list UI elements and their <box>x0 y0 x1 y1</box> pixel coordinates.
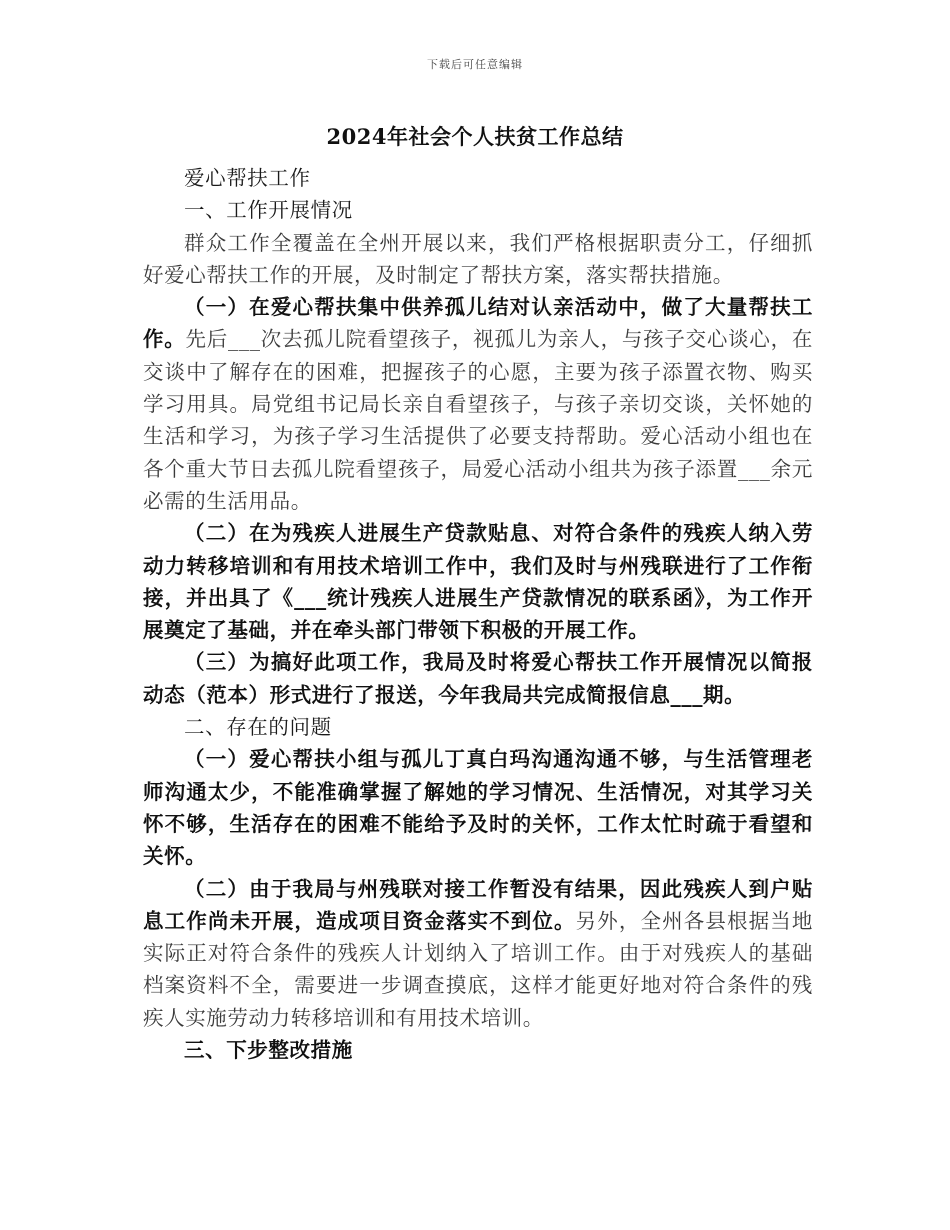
paragraph-problem-funding <box>143 873 813 1034</box>
paragraph-problem-communication: （一）爱心帮扶小组与孤儿丁真白玛沟通沟通不够，与生活管理老师沟通太少，不能准确掌握了解她的学习情况、生活情况，对其学习关怀不够，生活存在的困难不能给予及时的关怀，工作太忙时疏于看望和关怀。 <box>143 747 813 869</box>
paragraph-intro: 群众工作全覆盖在全州开展以来，我们严格根据职责分工，仔细抓好爱心帮扶工作的开展，及时制定了帮扶方案，落实帮扶措施。 <box>143 230 813 287</box>
paragraph-problem-funding-rest: 另外，全州各县根据当地实际正对符合条件的残疾人计划纳入了培训工作。由于对残疾人的基础档案资料不全，需要进一步调查摸底，这样才能更好地对符合条件的残疾人实施劳动力转移培训和有用技术培训。 <box>143 908 813 1030</box>
paragraph-orphan-support-lead: （一）在爱心帮扶集中供养孤儿结对认亲活动中，做了大量帮扶工作。 <box>143 295 813 352</box>
paragraph-orphan-support <box>143 291 813 517</box>
paragraph-disabled-loans: （二）在为残疾人进展生产贷款贴息、对符合条件的残疾人纳入劳动力转移培训和有用技术培训工作中，我们及时与州残联进行了工作衔接，并出具了《___统计残疾人进展生产贷款情况的联系函》，为工作开展奠定了基础，并在牵头部门带领下积极的开展工作。 <box>143 521 813 643</box>
heading-problems: 二、存在的问题 <box>184 715 332 740</box>
document-title: 2024年社会个人扶贫工作总结 <box>326 124 624 149</box>
header-note: 下载后可任意编辑 <box>427 58 523 71</box>
heading-next-steps: 三、下步整改措施 <box>184 1038 353 1063</box>
document-body <box>143 162 813 1066</box>
section-heading-main: 爱心帮扶工作 <box>184 166 311 190</box>
heading-work-progress: 一、工作开展情况 <box>184 198 353 223</box>
paragraph-problem-funding-lead: （二）由于我局与州残联对接工作暂没有结果，因此残疾人到户贴息工作尚未开展，造成项目资金落实不到位。 <box>143 876 813 933</box>
paragraph-briefing-reports: （三）为搞好此项工作，我局及时将爱心帮扶工作开展情况以简报动态（范本）形式进行了报送，今年我局共完成简报信息___期。 <box>143 650 813 707</box>
paragraph-orphan-support-rest: 先后___次去孤儿院看望孩子，视孤儿为亲人，与孩子交心谈心，在交谈中了解存在的困难，把握孩子的心愿，主要为孩子添置衣物、购买学习用具。局党组书记局长亲自看望孩子，与孩子亲切交谈，关怀她的生活和学习，为孩子学习生活提供了必要支持帮助。爱心活动小组也在各个重大节日去孤儿院看望孩子，局爱心活动小组共为孩子添置___余元必需的生活用品。 <box>143 327 813 513</box>
